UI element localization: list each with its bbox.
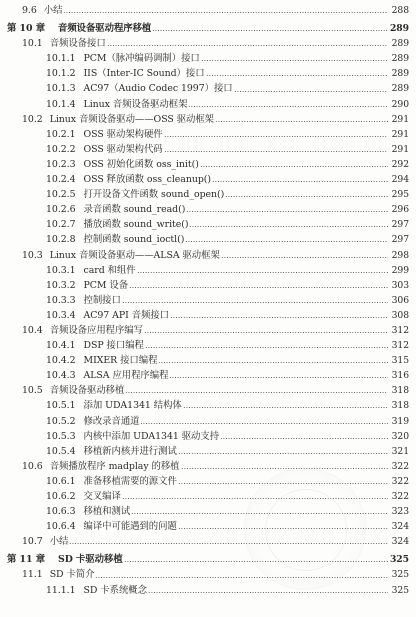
toc-entry-number: 10.3.2: [46, 279, 76, 291]
toc-entry-title: SD 卡系统概念: [83, 584, 147, 596]
dot-leader: [188, 106, 388, 107]
toc-page-number: 289: [391, 38, 409, 50]
toc-page-number: 306: [391, 294, 409, 306]
dot-leader: [206, 75, 388, 76]
toc-entry-number: 10.3.4: [46, 309, 76, 321]
toc-subsection-entry[interactable]: [0, 278, 416, 293]
toc-entry-title: 添加 UDA1341 结构体: [83, 400, 182, 412]
toc-page-number: 288: [391, 5, 409, 16]
toc-page-number: 303: [391, 279, 409, 291]
toc-page-number: 312: [391, 340, 409, 352]
dot-leader: [183, 407, 388, 408]
toc-subsection-entry[interactable]: [0, 308, 416, 323]
toc-entry-title: IIS（Inter-IC Sound）接口: [83, 68, 205, 80]
toc-entry-title: 小结: [43, 5, 63, 16]
dot-leader: [212, 181, 388, 182]
toc-entry-title: 移植和测试: [83, 506, 131, 518]
toc-entry-number: 10.2.7: [46, 219, 76, 231]
toc-chapter-entry[interactable]: [0, 21, 416, 36]
toc-section-entry[interactable]: [0, 112, 416, 127]
toc-section-entry[interactable]: [0, 459, 416, 474]
toc-entry-number: 10.4.1: [46, 340, 76, 352]
toc-subsection-entry[interactable]: [0, 142, 416, 157]
toc-entry-number: 第 10 章: [7, 23, 46, 35]
toc-section-entry[interactable]: [0, 36, 416, 51]
dot-leader: [225, 196, 388, 197]
dot-leader: [169, 377, 388, 378]
toc-entry-title: 准备移植需要的源文件: [83, 475, 177, 487]
toc-page-number: 289: [391, 83, 409, 95]
dot-leader: [95, 577, 388, 578]
dot-leader: [164, 136, 388, 137]
toc-entry-title: MIXER 接口编程: [83, 355, 158, 367]
toc-entry-number: 10.1.4: [46, 98, 76, 110]
toc-entry-number: 10.5.4: [46, 445, 76, 457]
dot-leader: [122, 302, 388, 303]
toc-entry-number: 10.6.3: [46, 506, 76, 518]
toc-entry-number: 10.2.1: [46, 128, 76, 140]
toc-entry-title: card 和组件: [83, 264, 136, 276]
toc-subsection-entry[interactable]: [0, 429, 416, 444]
toc-entry-title: Linux 音频设备驱动——ALSA 驱动框架: [49, 249, 220, 261]
toc-section-entry[interactable]: [0, 3, 416, 18]
toc-entry-number: 10.7: [22, 536, 43, 548]
toc-entry-number: 11.1.1: [46, 584, 76, 596]
dot-leader: [185, 241, 388, 242]
toc-subsection-entry[interactable]: [0, 157, 416, 172]
toc-entry-number: 10.1.1: [46, 53, 76, 65]
toc-subsection-entry[interactable]: [0, 444, 416, 459]
toc-entry-title: SD 卡简介: [49, 569, 95, 581]
dot-leader: [107, 45, 388, 46]
toc-subsection-entry[interactable]: [0, 583, 416, 598]
toc-page-number: 325: [391, 569, 409, 581]
dot-leader: [201, 60, 388, 61]
toc-entry-number: 10.4.2: [46, 355, 76, 367]
toc-subsection-entry[interactable]: [0, 187, 416, 202]
dot-leader: [152, 30, 388, 31]
toc-page-number: 319: [391, 415, 409, 427]
dot-leader: [178, 453, 388, 454]
toc-page-number: 322: [391, 460, 409, 472]
toc-entry-title: OSS 初始化函数 oss_init(): [83, 158, 199, 170]
toc-entry-title: ALSA 应用程序编程: [83, 370, 169, 382]
library-stamp-watermark: [244, 468, 366, 590]
toc-page-number: 291: [391, 113, 409, 125]
dot-leader: [186, 211, 388, 212]
toc-entry-title: 打开设备文件函数 sound_open(): [83, 189, 225, 201]
toc-page-number: 289: [389, 23, 409, 35]
dot-leader: [148, 592, 388, 593]
toc-subsection-entry[interactable]: [0, 263, 416, 278]
toc-page-number: 316: [391, 370, 409, 382]
toc-page-number: 318: [391, 400, 409, 412]
toc-entry-title: 播放函数 sound_write(): [83, 219, 189, 231]
toc-entry-number: 10.4: [22, 324, 43, 336]
toc-subsection-entry[interactable]: [0, 414, 416, 429]
dot-leader: [125, 392, 388, 393]
toc-page-number: 322: [391, 475, 409, 487]
toc-entry-title: PCM 设备: [83, 279, 129, 291]
toc-section-entry[interactable]: [0, 567, 416, 582]
toc-page-number: 297: [391, 219, 409, 231]
toc-entry-number: 11.1: [22, 569, 43, 581]
toc-page-number: 291: [391, 128, 409, 140]
toc-page-number: 297: [391, 234, 409, 246]
dot-leader: [221, 257, 388, 258]
toc-page-number: 325: [391, 584, 409, 596]
toc-entry-title: OSS 释放函数 oss_cleanup(): [83, 174, 211, 186]
toc-subsection-entry[interactable]: [0, 51, 416, 66]
toc-page-number: 322: [391, 491, 409, 502]
dot-leader: [63, 12, 388, 13]
toc-page-number: 289: [391, 68, 409, 80]
toc-entry-title: 移植新内核并进行测试: [83, 445, 177, 457]
toc-entry-title: 控制接口: [83, 294, 121, 306]
toc-subsection-entry[interactable]: [0, 66, 416, 81]
toc-entry-number: 10.6.4: [46, 521, 76, 533]
toc-entry-number: 第 11 章: [7, 554, 46, 566]
toc-entry-number: 10.5.3: [46, 430, 76, 442]
toc-entry-number: 10.6.1: [46, 475, 76, 487]
toc-entry-number: 10.3.3: [46, 294, 76, 306]
toc-entry-title: AC97 API 音频接口: [83, 309, 169, 321]
toc-page-number: 321: [391, 445, 409, 457]
toc-subsection-entry[interactable]: [0, 398, 416, 413]
toc-page-number: 320: [391, 430, 409, 442]
toc-entry-number: 10.1: [22, 38, 43, 50]
toc-entry-number: 10.2.6: [46, 204, 76, 216]
toc-entry-title: 控制函数 sound_ioctl(): [83, 234, 185, 246]
toc-entry-number: 10.6.2: [46, 491, 76, 502]
toc-entry-number: 10.2.3: [46, 158, 76, 170]
toc-entry-number: 10.1.2: [46, 68, 76, 80]
toc-entry-title: 修改录音通道: [83, 415, 140, 427]
toc-entry-title: 交叉编译: [83, 491, 121, 502]
toc-entry-title: PCM（脉冲编码调制）接口: [83, 53, 200, 65]
dot-leader: [144, 332, 388, 333]
toc-subsection-entry[interactable]: [0, 232, 416, 247]
toc-entry-number: 10.2.2: [46, 143, 76, 155]
toc-entry-number: 10.4.3: [46, 370, 76, 382]
toc-entry-title: AC97（Audio Codec 1997）接口: [83, 83, 233, 95]
toc-entry-title: 音频设备驱动移植: [49, 385, 125, 397]
toc-subsection-entry[interactable]: [0, 474, 416, 489]
toc-entry-number: 10.2.5: [46, 189, 76, 201]
toc-page-number: 294: [391, 174, 409, 186]
dot-leader: [145, 347, 388, 348]
toc-section-entry[interactable]: [0, 323, 416, 338]
toc-subsection-entry[interactable]: [0, 202, 416, 217]
toc-subsection-entry[interactable]: [0, 293, 416, 308]
toc-page-number: 315: [391, 355, 409, 367]
dot-leader: [200, 166, 388, 167]
toc-subsection-entry[interactable]: [0, 353, 416, 368]
toc-entry-number: 9.6: [22, 5, 37, 16]
toc-subsection-entry[interactable]: [0, 97, 416, 112]
toc-subsection-entry[interactable]: [0, 172, 416, 187]
toc-page-number: 290: [391, 98, 409, 110]
toc-entry-title: 编译中可能遇到的问题: [83, 521, 177, 533]
toc-page-number: 308: [391, 309, 409, 321]
toc-subsection-entry[interactable]: [0, 368, 416, 383]
toc-entry-title: OSS 驱动架构硬件: [83, 128, 163, 140]
toc-entry-title: 内核中添加 UDA1341 驱动支持: [83, 430, 220, 442]
toc-section-entry[interactable]: [0, 248, 416, 263]
toc-entry-title: OSS 驱动架构代码: [83, 143, 163, 155]
toc-page-number: 324: [391, 521, 409, 533]
toc-subsection-entry[interactable]: [0, 338, 416, 353]
toc-page-number: 318: [391, 385, 409, 397]
toc-subsection-entry[interactable]: [0, 81, 416, 96]
dot-leader: [158, 362, 388, 363]
toc-entry-number: 10.3: [22, 249, 43, 261]
toc-entry-title: 音频设备驱动程序移植: [58, 23, 152, 35]
toc-entry-number: 10.1.3: [46, 83, 76, 95]
dot-leader: [164, 151, 388, 152]
dot-leader: [137, 272, 388, 273]
dot-leader: [234, 91, 388, 92]
toc-entry-title: 录音函数 sound_read(): [83, 204, 186, 216]
toc-entry-number: 10.5.1: [46, 400, 76, 412]
toc-entry-title: SD 卡驱动移植: [58, 554, 123, 566]
dot-leader: [215, 121, 388, 122]
dot-leader: [220, 438, 388, 439]
toc-entry-number: 10.2.8: [46, 234, 76, 246]
toc-section-entry[interactable]: [0, 383, 416, 398]
toc-page-number: 291: [391, 143, 409, 155]
toc-page-number: 296: [391, 204, 409, 216]
toc-entry-title: Linux 音频设备驱动框架: [83, 98, 188, 110]
toc-entry-title: 音频设备应用程序编写: [49, 324, 143, 336]
toc-page-number: 289: [391, 53, 409, 65]
toc-entry-number: 10.5: [22, 385, 43, 397]
dot-leader: [170, 317, 388, 318]
toc-subsection-entry[interactable]: [0, 127, 416, 142]
toc-entry-number: 10.3.1: [46, 264, 76, 276]
toc-entry-number: 10.2: [22, 113, 43, 125]
dot-leader: [129, 287, 388, 288]
toc-entry-title: 音频播放程序 madplay 的移植: [49, 460, 180, 472]
toc-page-number: 324: [391, 536, 409, 548]
toc-entry-title: 小结: [49, 536, 69, 548]
toc-page-number: 323: [391, 506, 409, 518]
toc-subsection-entry[interactable]: [0, 217, 416, 232]
toc-page-number: 312: [391, 324, 409, 336]
toc-entry-title: 音频设备接口: [49, 38, 106, 50]
toc-page-number: 292: [391, 158, 409, 170]
dot-leader: [189, 226, 388, 227]
dot-leader: [181, 468, 389, 469]
toc-entry-title: DSP 接口编程: [83, 340, 144, 352]
toc-page-number: 298: [391, 249, 409, 261]
dot-leader: [140, 423, 388, 424]
toc-page-number: 295: [391, 189, 409, 201]
toc-entry-title: Linux 音频设备驱动——OSS 驱动框架: [49, 113, 215, 125]
toc-page-number: 325: [389, 554, 409, 566]
toc-entry-number: 10.2.4: [46, 174, 76, 186]
toc-entry-number: 10.6: [22, 460, 43, 472]
toc-page-number: 299: [391, 264, 409, 276]
toc-entry-number: 10.5.2: [46, 415, 76, 427]
